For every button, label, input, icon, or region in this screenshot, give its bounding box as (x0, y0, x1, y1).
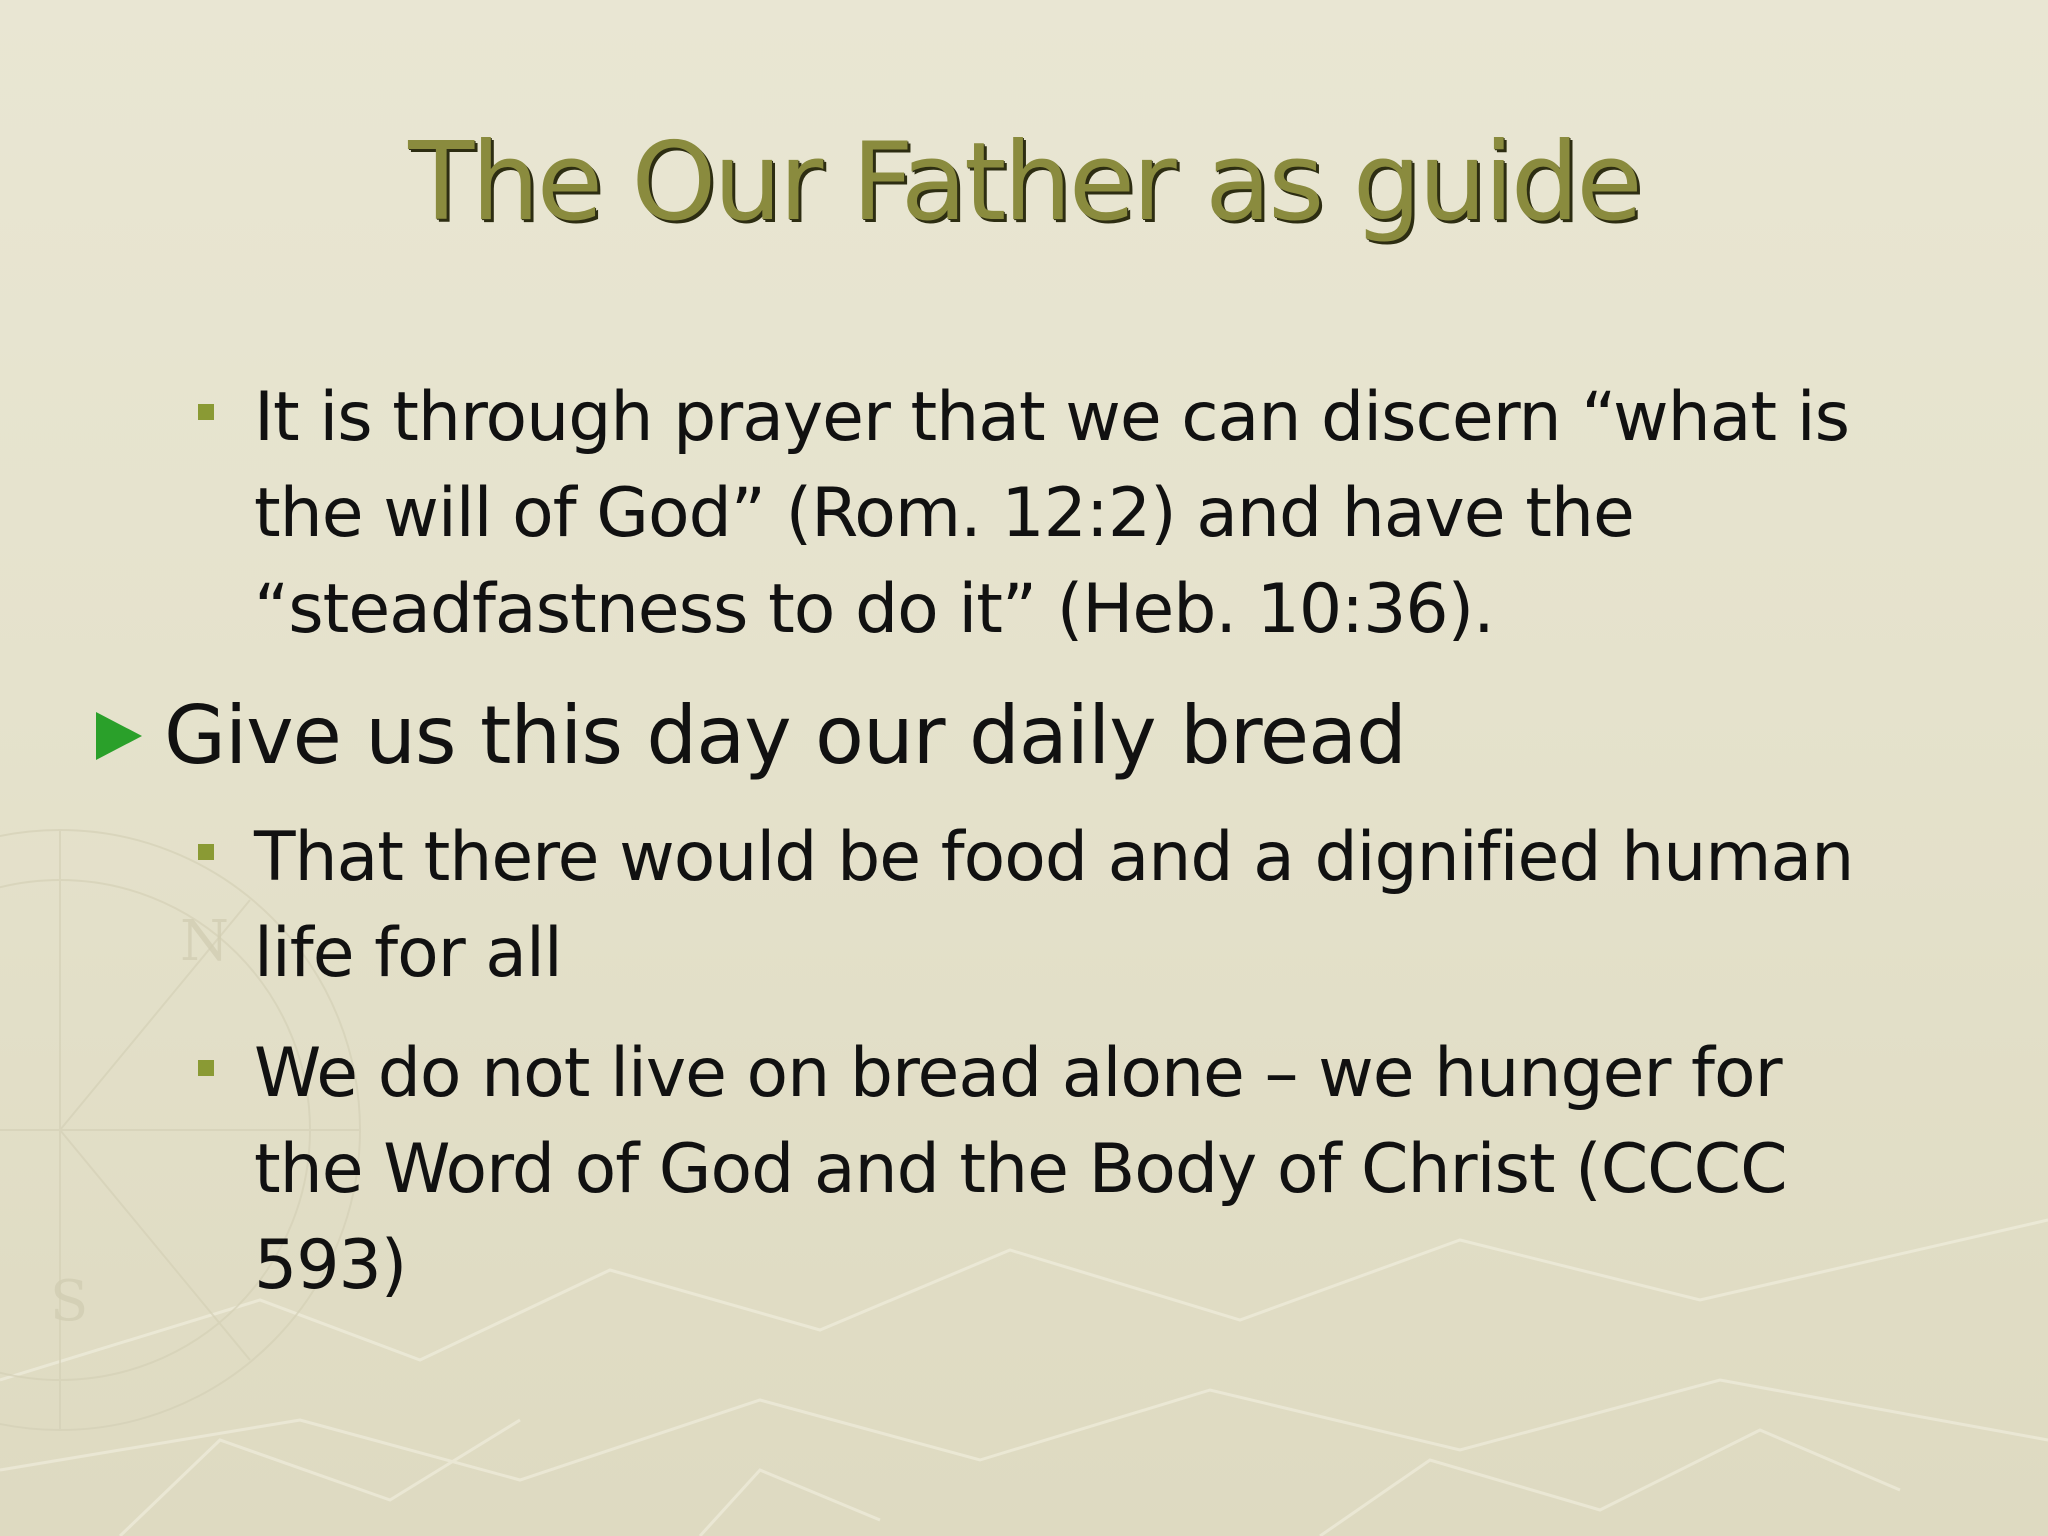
square-bullet-icon (198, 844, 214, 860)
bullet-item-food (254, 810, 1984, 1002)
bullet-item-daily-bread (164, 686, 1406, 786)
bullet-line: It is through prayer that we can discern “what is (254, 378, 1850, 457)
bullet-item-prayer (254, 370, 1984, 658)
square-bullet-icon (198, 1060, 214, 1076)
svg-text:N: N (180, 909, 229, 974)
bullet-line: the Word of God and the Body of Christ (CCCC (254, 1130, 1787, 1209)
bullet-item-word-of-god (254, 1026, 1984, 1314)
bullet-line: Give us this day our daily bread (164, 689, 1406, 782)
bullet-line: life for all (254, 914, 562, 993)
slide-title: The Our Father as guide (408, 120, 1640, 245)
bullet-line: 593) (254, 1226, 407, 1305)
bullet-line: the will of God” (Rom. 12:2) and have the (254, 474, 1634, 553)
bullet-line: That there would be food and a dignified human (254, 818, 1854, 897)
bullet-line: We do not live on bread alone – we hunger for (254, 1034, 1782, 1113)
triangle-arrow-icon (96, 712, 142, 760)
bullet-line: “steadfastness to do it” (Heb. 10:36). (254, 570, 1494, 649)
svg-text:S: S (50, 1269, 89, 1334)
square-bullet-icon (198, 404, 214, 420)
